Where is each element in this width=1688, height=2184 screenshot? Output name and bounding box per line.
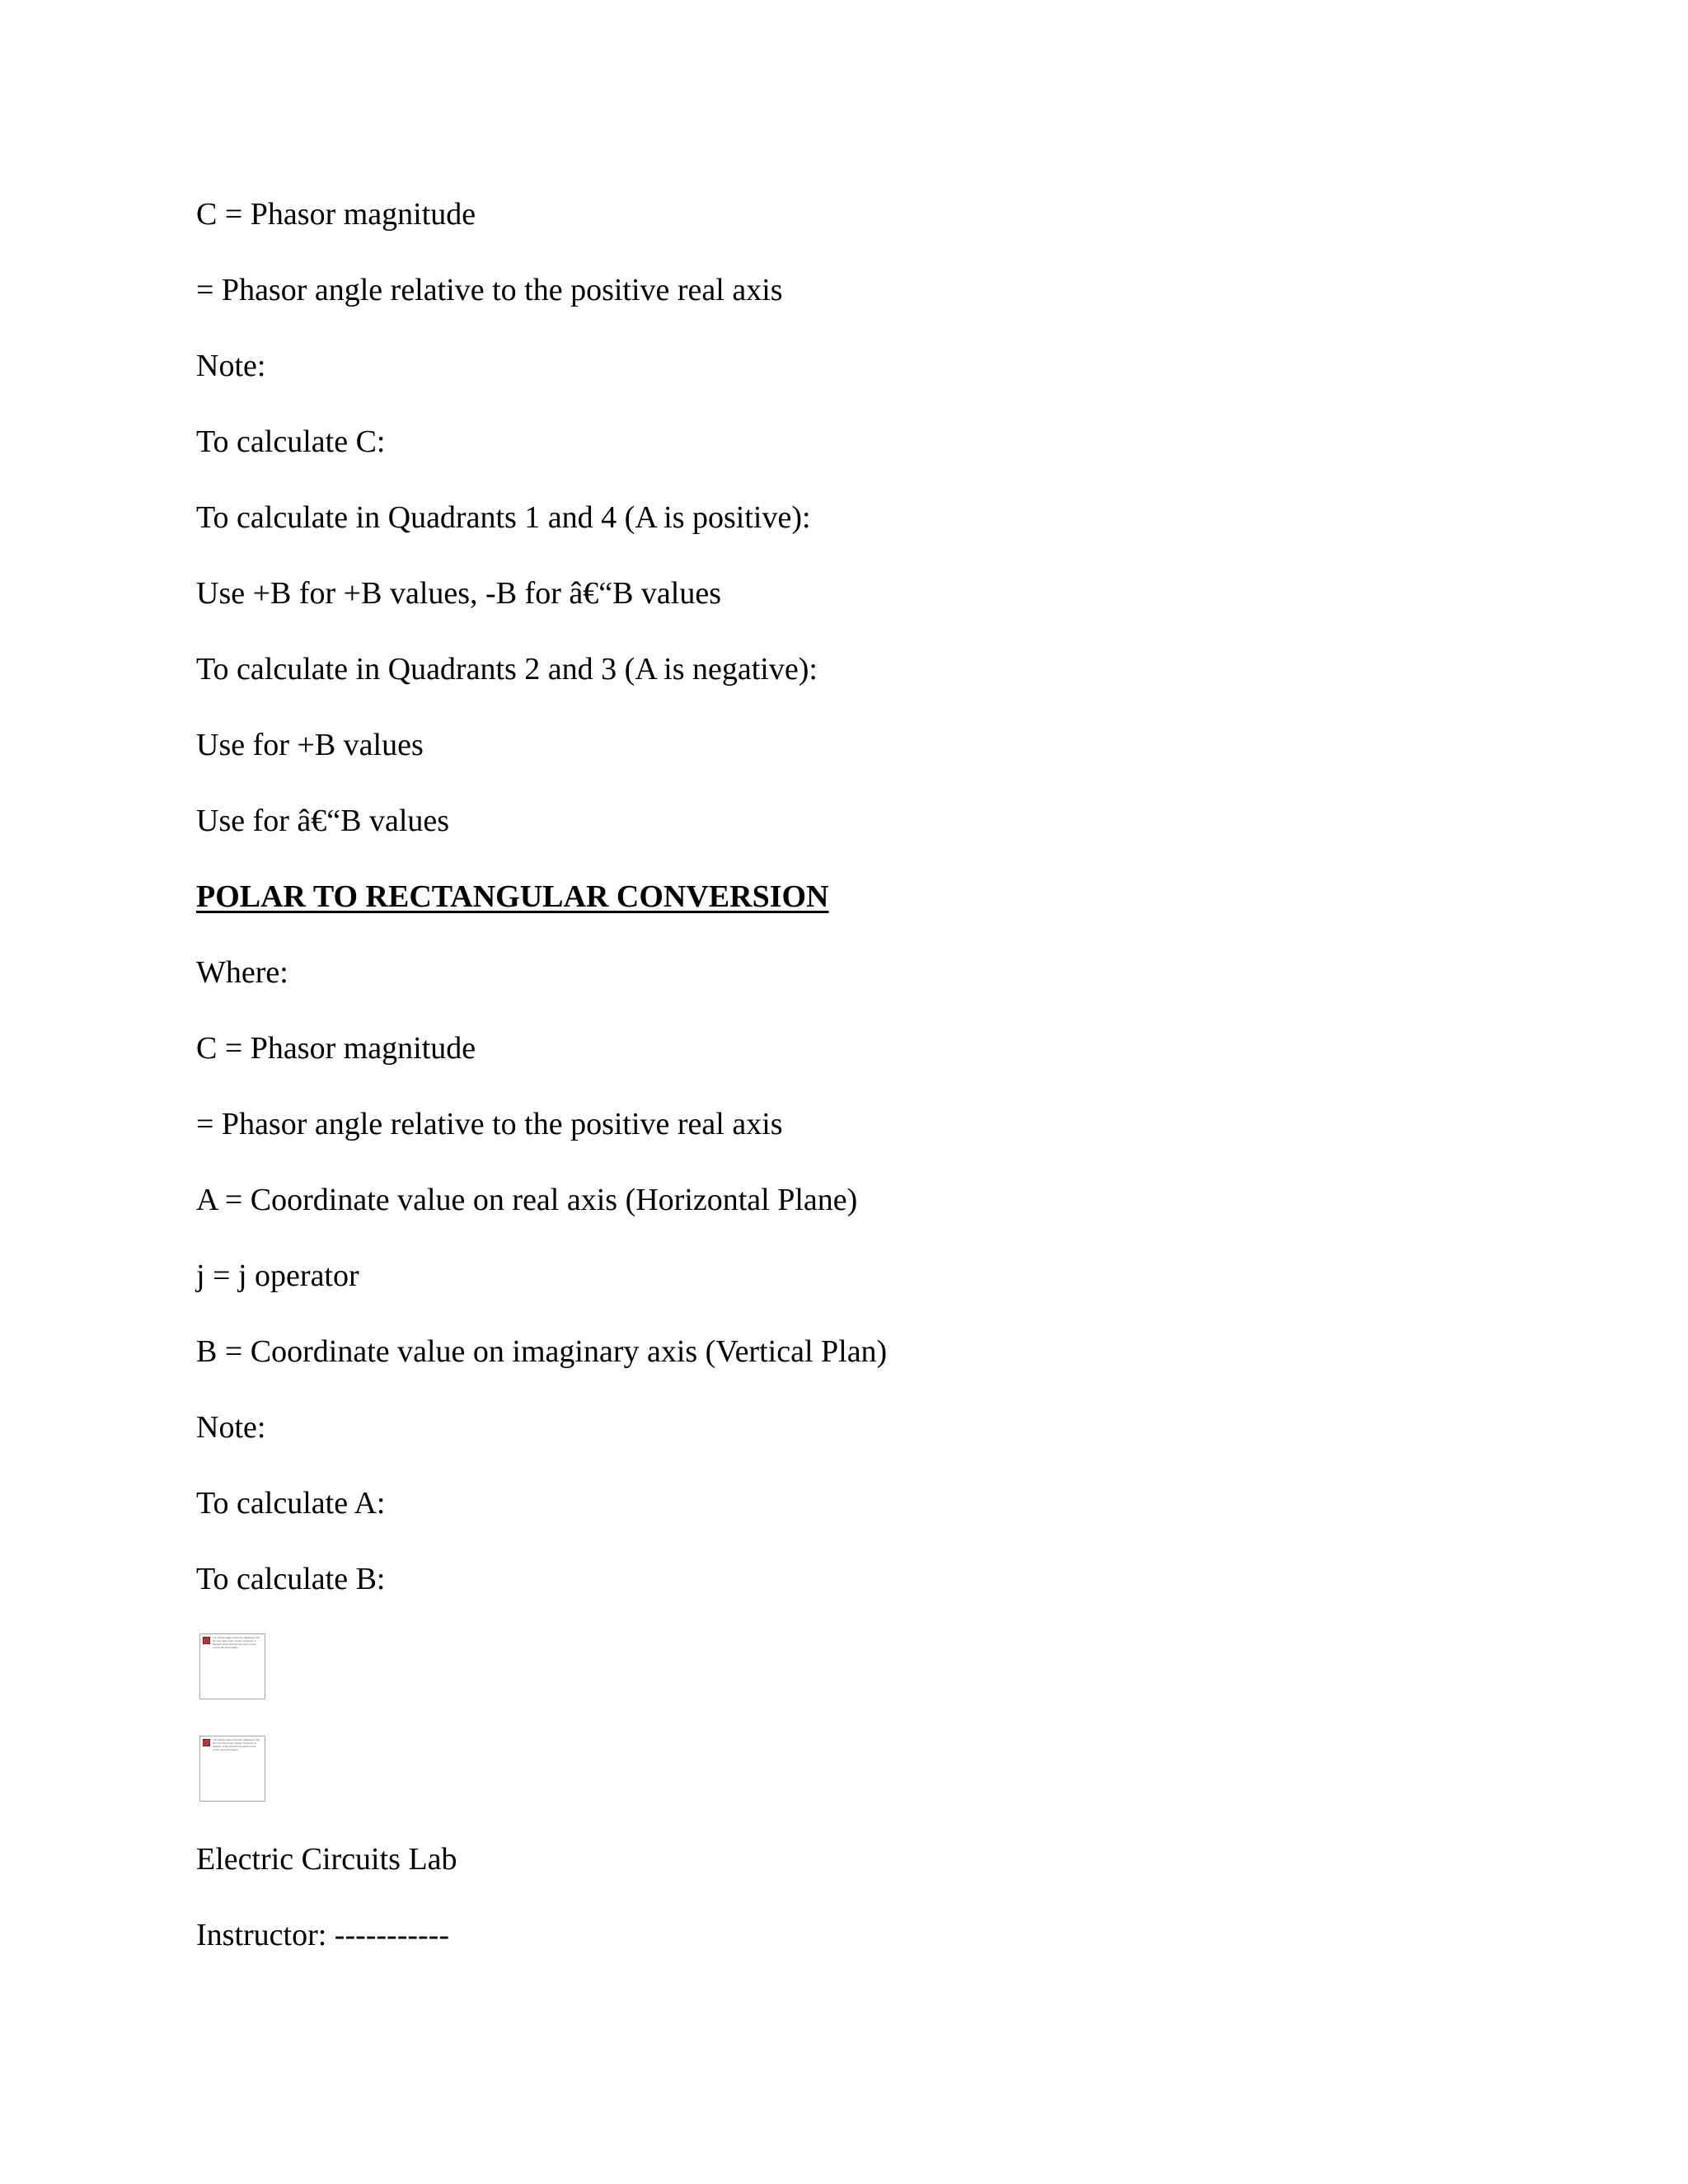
text-line: To calculate in Quadrants 1 and 4 (A is positive):: [196, 500, 811, 535]
text-line: C = Phasor magnitude: [196, 197, 476, 232]
broken-image-icon: [203, 1739, 210, 1746]
text-line: To calculate B:: [196, 1562, 386, 1596]
text-line: Note:: [196, 349, 266, 383]
text-line: Use +B for +B values, -B for â€“B values: [196, 576, 722, 611]
text-line: A = Coordinate value on real axis (Horizontal Plane): [196, 1183, 858, 1217]
broken-image-message: The linked image cannot be displayed. The file may have been moved, renamed, or deleted. Verify that the link points to the correct file and location.: [213, 1738, 260, 1751]
section-heading: POLAR TO RECTANGULAR CONVERSION: [196, 879, 829, 914]
text-line: = Phasor angle relative to the positive real axis: [196, 1107, 783, 1141]
text-line: Use for +B values: [196, 728, 424, 762]
text-line: To calculate C:: [196, 424, 386, 459]
text-line: = Phasor angle relative to the positive real axis: [196, 273, 783, 307]
broken-image-message: The linked image cannot be displayed. The file may have been moved, renamed, or deleted. Verify that the link points to the correct file and location.: [213, 1636, 260, 1649]
text-line: Use for â€“B values: [196, 804, 450, 838]
course-name: Electric Circuits Lab: [196, 1842, 457, 1877]
broken-image-placeholder: [199, 1633, 265, 1699]
broken-image-placeholder: [199, 1736, 265, 1802]
text-line: j = j operator: [196, 1258, 359, 1293]
text-line: C = Phasor magnitude: [196, 1031, 476, 1066]
text-line: Where:: [196, 955, 288, 990]
text-line: To calculate A:: [196, 1486, 386, 1521]
text-line: To calculate in Quadrants 2 and 3 (A is negative):: [196, 652, 818, 687]
instructor-line: Instructor: -----------: [196, 1918, 449, 1952]
text-line: B = Coordinate value on imaginary axis (Vertical Plan): [196, 1334, 888, 1369]
text-line: Note:: [196, 1410, 266, 1445]
broken-image-icon: [203, 1637, 210, 1644]
